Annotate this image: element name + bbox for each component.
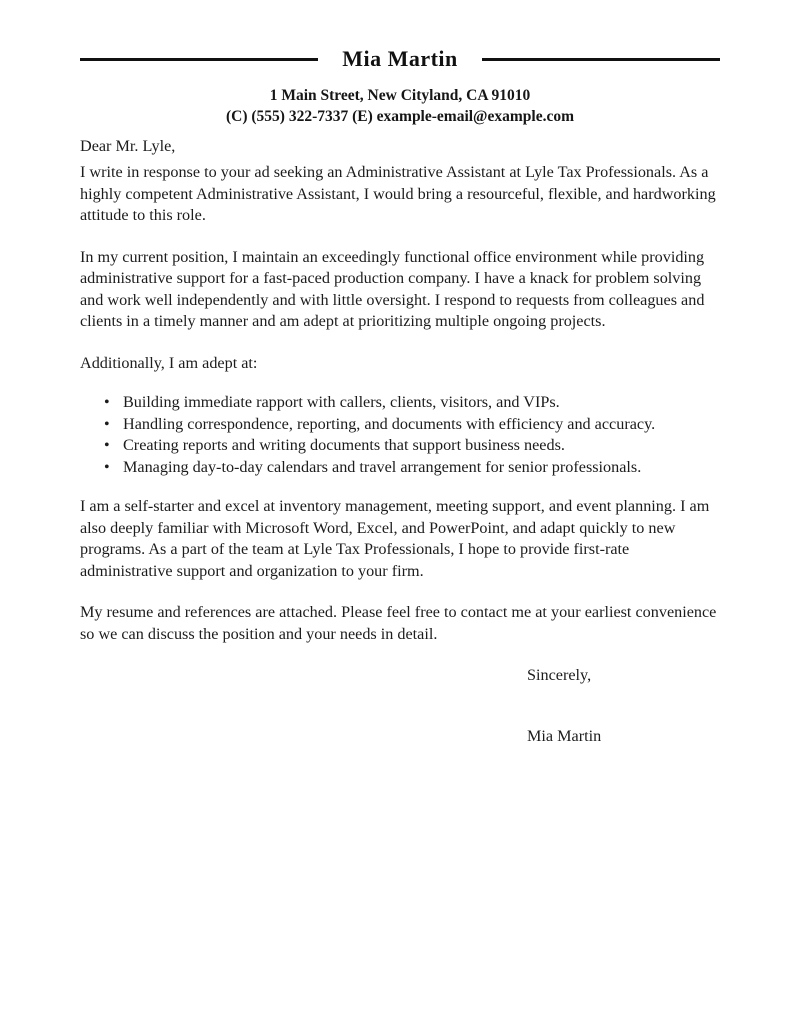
list-item: • Managing day-to-day calendars and travel arrangement for senior professionals. [80,457,720,479]
salutation: Dear Mr. Lyle, [80,137,176,156]
closing-block [527,665,720,747]
paragraph-closing: My resume and references are attached. Please feel free to contact me at your earliest convenience so we can discuss the position and your needs in detail. [80,603,717,643]
list-item: • Handling correspondence, reporting, and documents with efficiency and accuracy. [80,414,720,436]
phone-email-line: (C) (555) 322-7337 (E) example-email@example.com [225,108,574,126]
skills-intro: Additionally, I am adept at: [80,353,258,372]
letter-body [80,136,720,747]
paragraph-current-position: In my current position, I maintain an exceedingly functional office environment while providing administrative support for a fast-paced production company. I have a knack for problem solving and work well independently and with little oversight. I respond to requests from colleagues and clients in a timely manner and am adept at prioritizing multiple ongoing projects. [80,247,705,331]
name-banner [80,46,720,72]
list-item: • Creating reports and writing documents that support business needs. [80,435,720,457]
list-item: • Building immediate rapport with callers, clients, visitors, and VIPs. [80,392,720,414]
skills-list [80,392,720,478]
name-rule-right [482,58,720,61]
paragraph-strengths: I am a self-starter and excel at inventory management, meeting support, and event planning. I am also deeply familiar with Microsoft Word, Excel, and PowerPoint, and adapt quickly to new programs. As a part of the team at Lyle Tax Professionals, I hope to provide first-rate administrative support and organization to your firm. [80,497,710,580]
valediction: Sincerely, [527,666,592,685]
signature-name: Mia Martin [527,726,602,745]
candidate-name: Mia Martin [342,46,458,71]
address-line: 1 Main Street, New Cityland, CA 91010 [269,87,531,105]
paragraph-intro: I write in response to your ad seeking an Administrative Assistant at Lyle Tax Professionals. As a highly competent Administrative Assistant, I would bring a resourceful, flexible, and hardworking attitude to this role. [80,163,716,225]
name-rule-left [80,58,318,61]
contact-block [80,85,720,127]
letter-header [80,46,720,127]
